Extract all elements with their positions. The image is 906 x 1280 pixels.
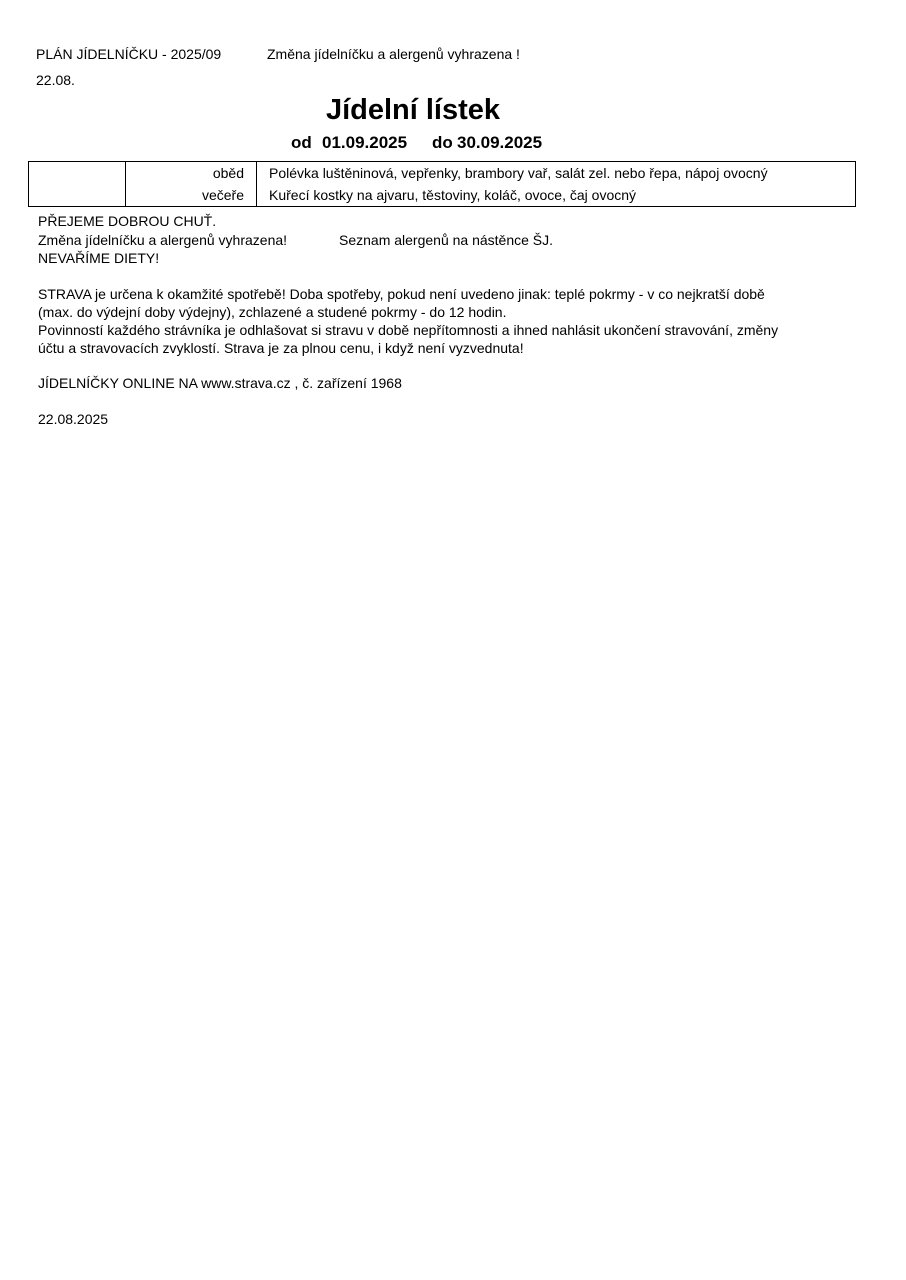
day-cell xyxy=(29,184,126,207)
day-cell xyxy=(29,162,126,185)
online-text: JÍDELNÍČKY ONLINE NA www.strava.cz , č. zařízení 1968 xyxy=(38,375,402,391)
table-row xyxy=(29,162,856,185)
change-text: Změna jídelníčku a alergenů vyhrazena! xyxy=(38,232,288,248)
page-title: Jídelní lístek xyxy=(325,94,501,126)
period-to-label: do xyxy=(432,133,453,152)
strava-text-line2: (max. do výdejní doby výdejny), zchlazené a studené pokrmy - do 12 hodin. xyxy=(38,304,507,320)
period-to-date: 30.09.2025 xyxy=(457,133,543,152)
period-from-label: od xyxy=(291,133,312,152)
change-notice: Změna jídelníčku a alergenů vyhrazena ! xyxy=(267,46,520,62)
duty-text-line1: Povinností každého strávníka je odhlašovat si stravu v době nepřítomnosti a ihned nahlásit ukončení stravování, změny xyxy=(38,322,779,338)
plan-heading: PLÁN JÍDELNÍČKU - 2025/09 xyxy=(36,46,222,62)
meal-cell: oběd xyxy=(126,162,257,185)
dish-cell: Kuřecí kostky na ajvaru, těstoviny, koláč, ovoce, čaj ovocný xyxy=(269,187,637,203)
diets-text: NEVAŘÍME DIETY! xyxy=(38,250,160,266)
duty-text-line2: účtu a stravovacích zvyklostí. Strava je za plnou cenu, i když není vyzvednuta! xyxy=(38,340,524,356)
period-from-date: 01.09.2025 xyxy=(322,133,408,152)
strava-text-line1: STRAVA je určena k okamžité spotřebě! Doba spotřeby, pokud není uvedeno jinak: teplé pokrmy - v co nejkratší době xyxy=(38,286,765,302)
table-row xyxy=(29,184,856,207)
footer-date: 22.08.2025 xyxy=(38,411,109,427)
wish-text: PŘEJEME DOBROU CHUŤ. xyxy=(38,213,217,229)
meal-cell: večeře xyxy=(126,184,257,207)
allergens-text: Seznam alergenů na nástěnce ŠJ. xyxy=(339,232,554,248)
date-short: 22.08. xyxy=(36,72,75,88)
menu-table xyxy=(28,161,856,207)
dish-cell: Polévka luštěninová, vepřenky, brambory vař, salát zel. nebo řepa, nápoj ovocný xyxy=(269,165,768,181)
